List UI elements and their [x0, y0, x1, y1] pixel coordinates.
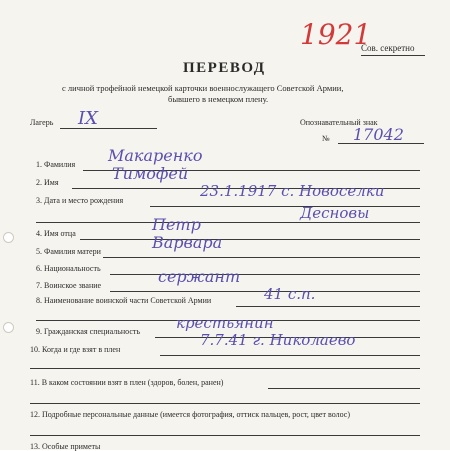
field-label: 2. Имя — [36, 178, 59, 187]
field-value-continued: Десновы — [300, 204, 370, 222]
document-number: 1921 — [300, 18, 372, 51]
field-label: 1. Фамилия — [36, 160, 76, 169]
id-mark-value: 17042 — [353, 125, 404, 144]
field-underline — [80, 239, 420, 240]
field-label: 13. Особые приметы — [30, 442, 101, 451]
id-mark-label: Опознавательный знак — [300, 118, 378, 127]
field-underline — [268, 388, 420, 389]
field-underline — [103, 257, 420, 258]
field-underline — [110, 274, 420, 275]
field-value: Петр — [152, 215, 201, 234]
field-underline — [30, 368, 420, 369]
field-label: 3. Дата и место рождения — [36, 196, 124, 205]
camp-value: IX — [78, 108, 98, 129]
field-value: Макаренко — [108, 146, 203, 165]
document-subtitle-line-2: бывшего в немецком плену. — [168, 94, 269, 104]
field-underline — [36, 222, 420, 223]
field-value: Тимофей — [112, 164, 189, 183]
field-label: 12. Подробные персональные данные (имеется фотография, оттиск пальцев, рост, цвет волос) — [30, 410, 350, 419]
field-value: сержант — [158, 267, 241, 286]
document-title: ПЕРЕВОД — [183, 60, 266, 76]
field-label: 4. Имя отца — [36, 229, 76, 238]
field-label: 6. Национальность — [36, 264, 101, 273]
classification-underline — [361, 55, 425, 56]
id-mark-underline — [338, 143, 424, 144]
field-underline — [160, 355, 420, 356]
camp-label: Лагерь — [30, 118, 54, 127]
field-value: 7.7.41 г. Николаево — [200, 331, 356, 349]
field-label: 10. Когда и где взят в плен — [30, 345, 121, 354]
field-underline — [30, 435, 420, 436]
field-value: 41 с.п. — [264, 285, 316, 303]
punch-hole — [3, 232, 14, 243]
field-value: 23.1.1917 с. Новоселки — [200, 182, 385, 200]
field-value: крестьянин — [176, 314, 274, 332]
field-label: 5. Фамилия матери — [36, 247, 101, 256]
field-underline — [236, 306, 420, 307]
field-underline — [30, 403, 420, 404]
id-mark-prefix: № — [322, 134, 330, 143]
field-value: Варвара — [152, 233, 223, 252]
document-subtitle-line-1: с личной трофейной немецкой карточки военнослужащего Советской Армии, — [62, 83, 344, 93]
field-label: 8. Наименование воинской части Советской Армии — [36, 296, 212, 305]
field-label: 9. Гражданская специальность — [36, 327, 141, 336]
punch-hole — [3, 322, 14, 333]
field-label: 7. Воинское звание — [36, 281, 102, 290]
field-label: 11. В каком состоянии взят в плен (здоров, болен, ранен) — [30, 378, 224, 387]
classification-stamp: Сов. секретно — [361, 43, 415, 53]
camp-underline — [60, 128, 157, 129]
field-underline — [150, 206, 420, 207]
